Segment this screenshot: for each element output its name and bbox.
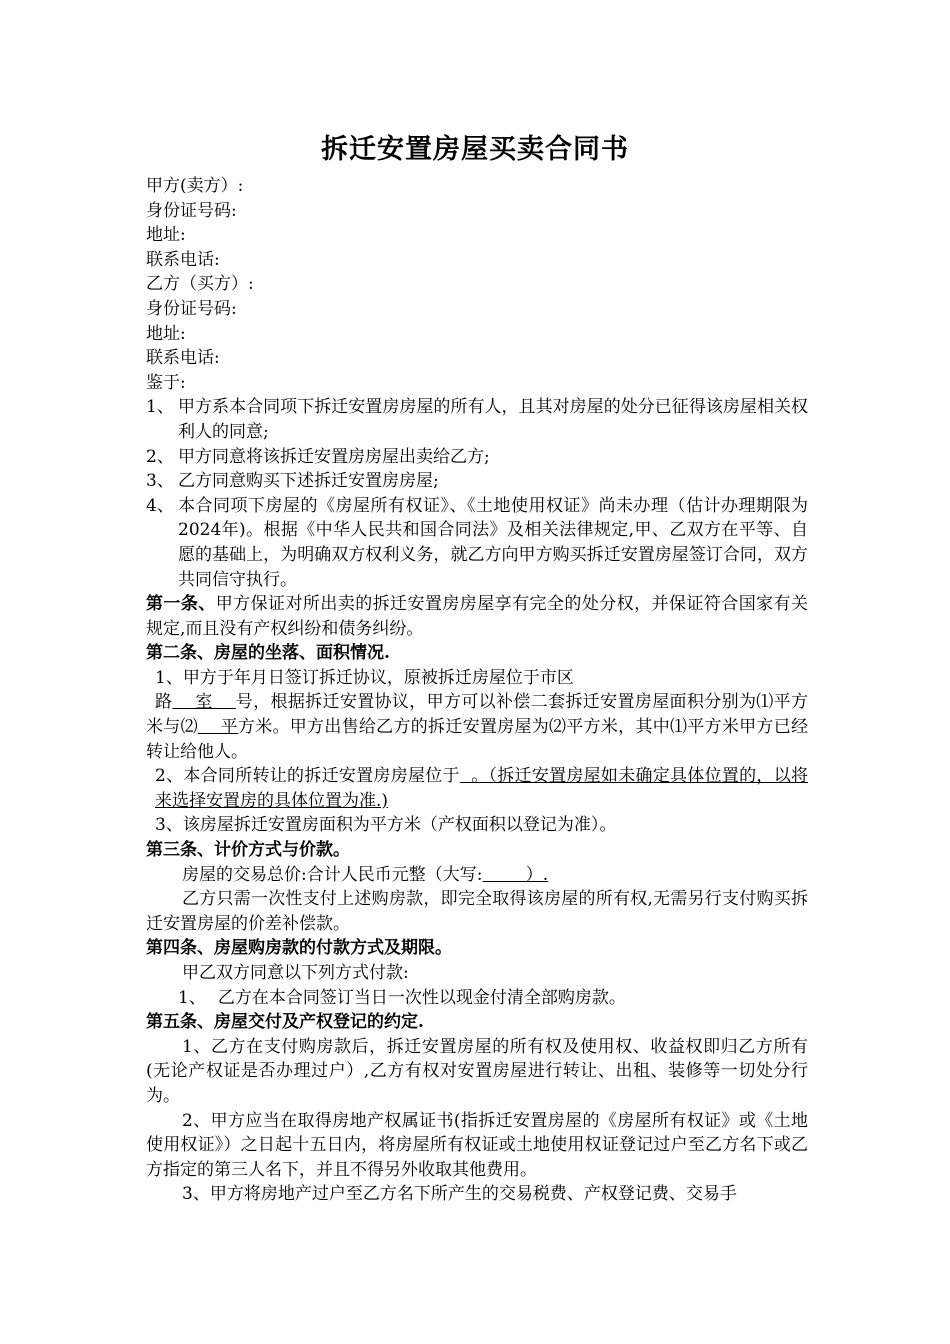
article-3-heading: 第三条、计价方式与价款。 <box>146 840 350 861</box>
total-price-blank: ）. <box>482 864 549 885</box>
whereas-item-number: 2、 <box>146 446 174 467</box>
article-3-clause-2: 乙方只需一次性支付上述购房款，即完全取得该房屋的所有权,无需另行支付购买拆迁安置房屋的价差补偿款。 <box>146 889 808 934</box>
article-4-item-number: 1、 <box>178 987 206 1008</box>
room-blank: 室 <box>172 692 236 713</box>
whereas-item-number: 4、 <box>146 495 174 516</box>
whereas-item-text: 本合同项下房屋的《房屋所有权证》、《土地使用权证》尚未办理（估计办理期限为2024年)。根据《中华人民共和国合同法》及相关法律规定,甲、乙双方在平等、自愿的基础上，为明确双方权利义务，就乙方向甲方购买拆迁安置房屋签订合同，双方共同信守执行。 <box>178 495 808 590</box>
article-2-clause-1-text: 号，根据拆迁安置协议，甲方可以补偿二套拆迁安置房屋面积分别为⑴平方米与⑵ <box>146 692 809 738</box>
article-4-heading: 第四条、房屋购房款的付款方式及期限。 <box>146 938 452 959</box>
party-b-address-label: 地址: <box>146 323 186 344</box>
article-1-text: 甲方保证对所出卖的拆迁安置房房屋享有完全的处分权，并保证符合国家有关规定,而且没有产权纠纷和债务纠纷。 <box>146 594 809 639</box>
whereas-item <box>146 395 808 444</box>
article-2-heading: 第二条、房屋的坐落、面积情况. <box>146 643 390 664</box>
whereas-item <box>146 494 808 592</box>
article-4-item <box>146 986 808 1011</box>
location-blank: 。（拆迁安置房屋如未确定具体位置的，以将来选择安置房的具体位置为准.) <box>155 766 808 811</box>
article-2-clause-1-line-1: 1、甲方于年月日签订拆迁协议，原被拆迁房屋位于市区 <box>155 667 574 688</box>
party-b-id-label: 身份证号码: <box>146 298 237 319</box>
article-2-clause-1 <box>146 690 808 764</box>
article-5-heading: 第五条、房屋交付及产权登记的约定. <box>146 1012 424 1033</box>
contract-body <box>146 174 808 1207</box>
article-1-heading: 第一条、 <box>146 594 216 615</box>
whereas-item-number: 1、 <box>146 397 174 418</box>
road-label: 路 <box>155 692 173 713</box>
document-title: 拆迁安置房屋买卖合同书 <box>321 134 629 165</box>
article-5-clause-2: 2、甲方应当在取得房地产权属证书(指拆迁安置房屋的《房屋所有权证》或《土地使用权证》）之日起十五日内，将房屋所有权证或土地使用权证登记过户至乙方名下或乙方指定的第三人名下，并且不得另外收取其他费用。 <box>146 1110 808 1180</box>
whereas-item-text: 甲方同意将该拆迁安置房房屋出卖给乙方; <box>178 446 490 467</box>
party-a-phone-label: 联系电话: <box>146 249 220 270</box>
whereas-item <box>146 469 808 494</box>
article-3-total-price <box>146 863 808 888</box>
whereas-item-text: 乙方同意购买下述拆迁安置房房屋; <box>178 471 439 492</box>
article-2-clause-3: 3、该房屋拆迁安置房面积为平方米（产权面积以登记为准）。 <box>155 815 617 836</box>
party-a-label: 甲方(卖方）: <box>146 176 244 196</box>
whereas-item-text: 甲方系本合同项下拆迁安置房房屋的所有人，且其对房屋的处分已征得该房屋相关权利人的同意; <box>178 397 808 442</box>
total-price-text: 房屋的交易总价:合计人民币元整（大写: <box>182 864 483 885</box>
whereas-item-number: 3、 <box>146 471 174 492</box>
party-b-phone-label: 联系电话: <box>146 348 220 369</box>
article-2-clause-1-text-2: 方米。甲方出售给乙方的拆迁安置房屋为⑵平方米，其中⑴平方米甲方已经转让给他人。 <box>146 717 809 762</box>
article-1 <box>146 592 808 641</box>
party-a-address-label: 地址: <box>146 225 186 246</box>
party-a-id-label: 身份证号码: <box>146 200 237 221</box>
article-5-clause-3: 3、甲方将房地产过户至乙方名下所产生的交易税费、产权登记费、交易手 <box>182 1184 737 1205</box>
article-2-clause-2 <box>146 764 808 813</box>
article-2-clause-2-prefix: 2、本合同所转让的拆迁安置房房屋位于 <box>155 766 460 787</box>
whereas-label: 鉴于: <box>146 372 186 393</box>
party-b-label: 乙方（买方）: <box>146 274 254 295</box>
article-4-clause-1: 甲乙双方同意以下列方式付款: <box>182 963 409 983</box>
article-5-clause-1: 1、乙方在支付购房款后，拆迁安置房屋的所有权及使用权、收益权即归乙方所有(无论产权证是否办理过户）,乙方有权对安置房屋进行转让、出租、装修等一切处分行为。 <box>146 1036 808 1106</box>
article-4-item-text: 乙方在本合同签订当日一次性以现金付清全部购房款。 <box>217 987 626 1008</box>
area-blank: 平 <box>197 717 238 738</box>
whereas-item <box>146 445 808 470</box>
